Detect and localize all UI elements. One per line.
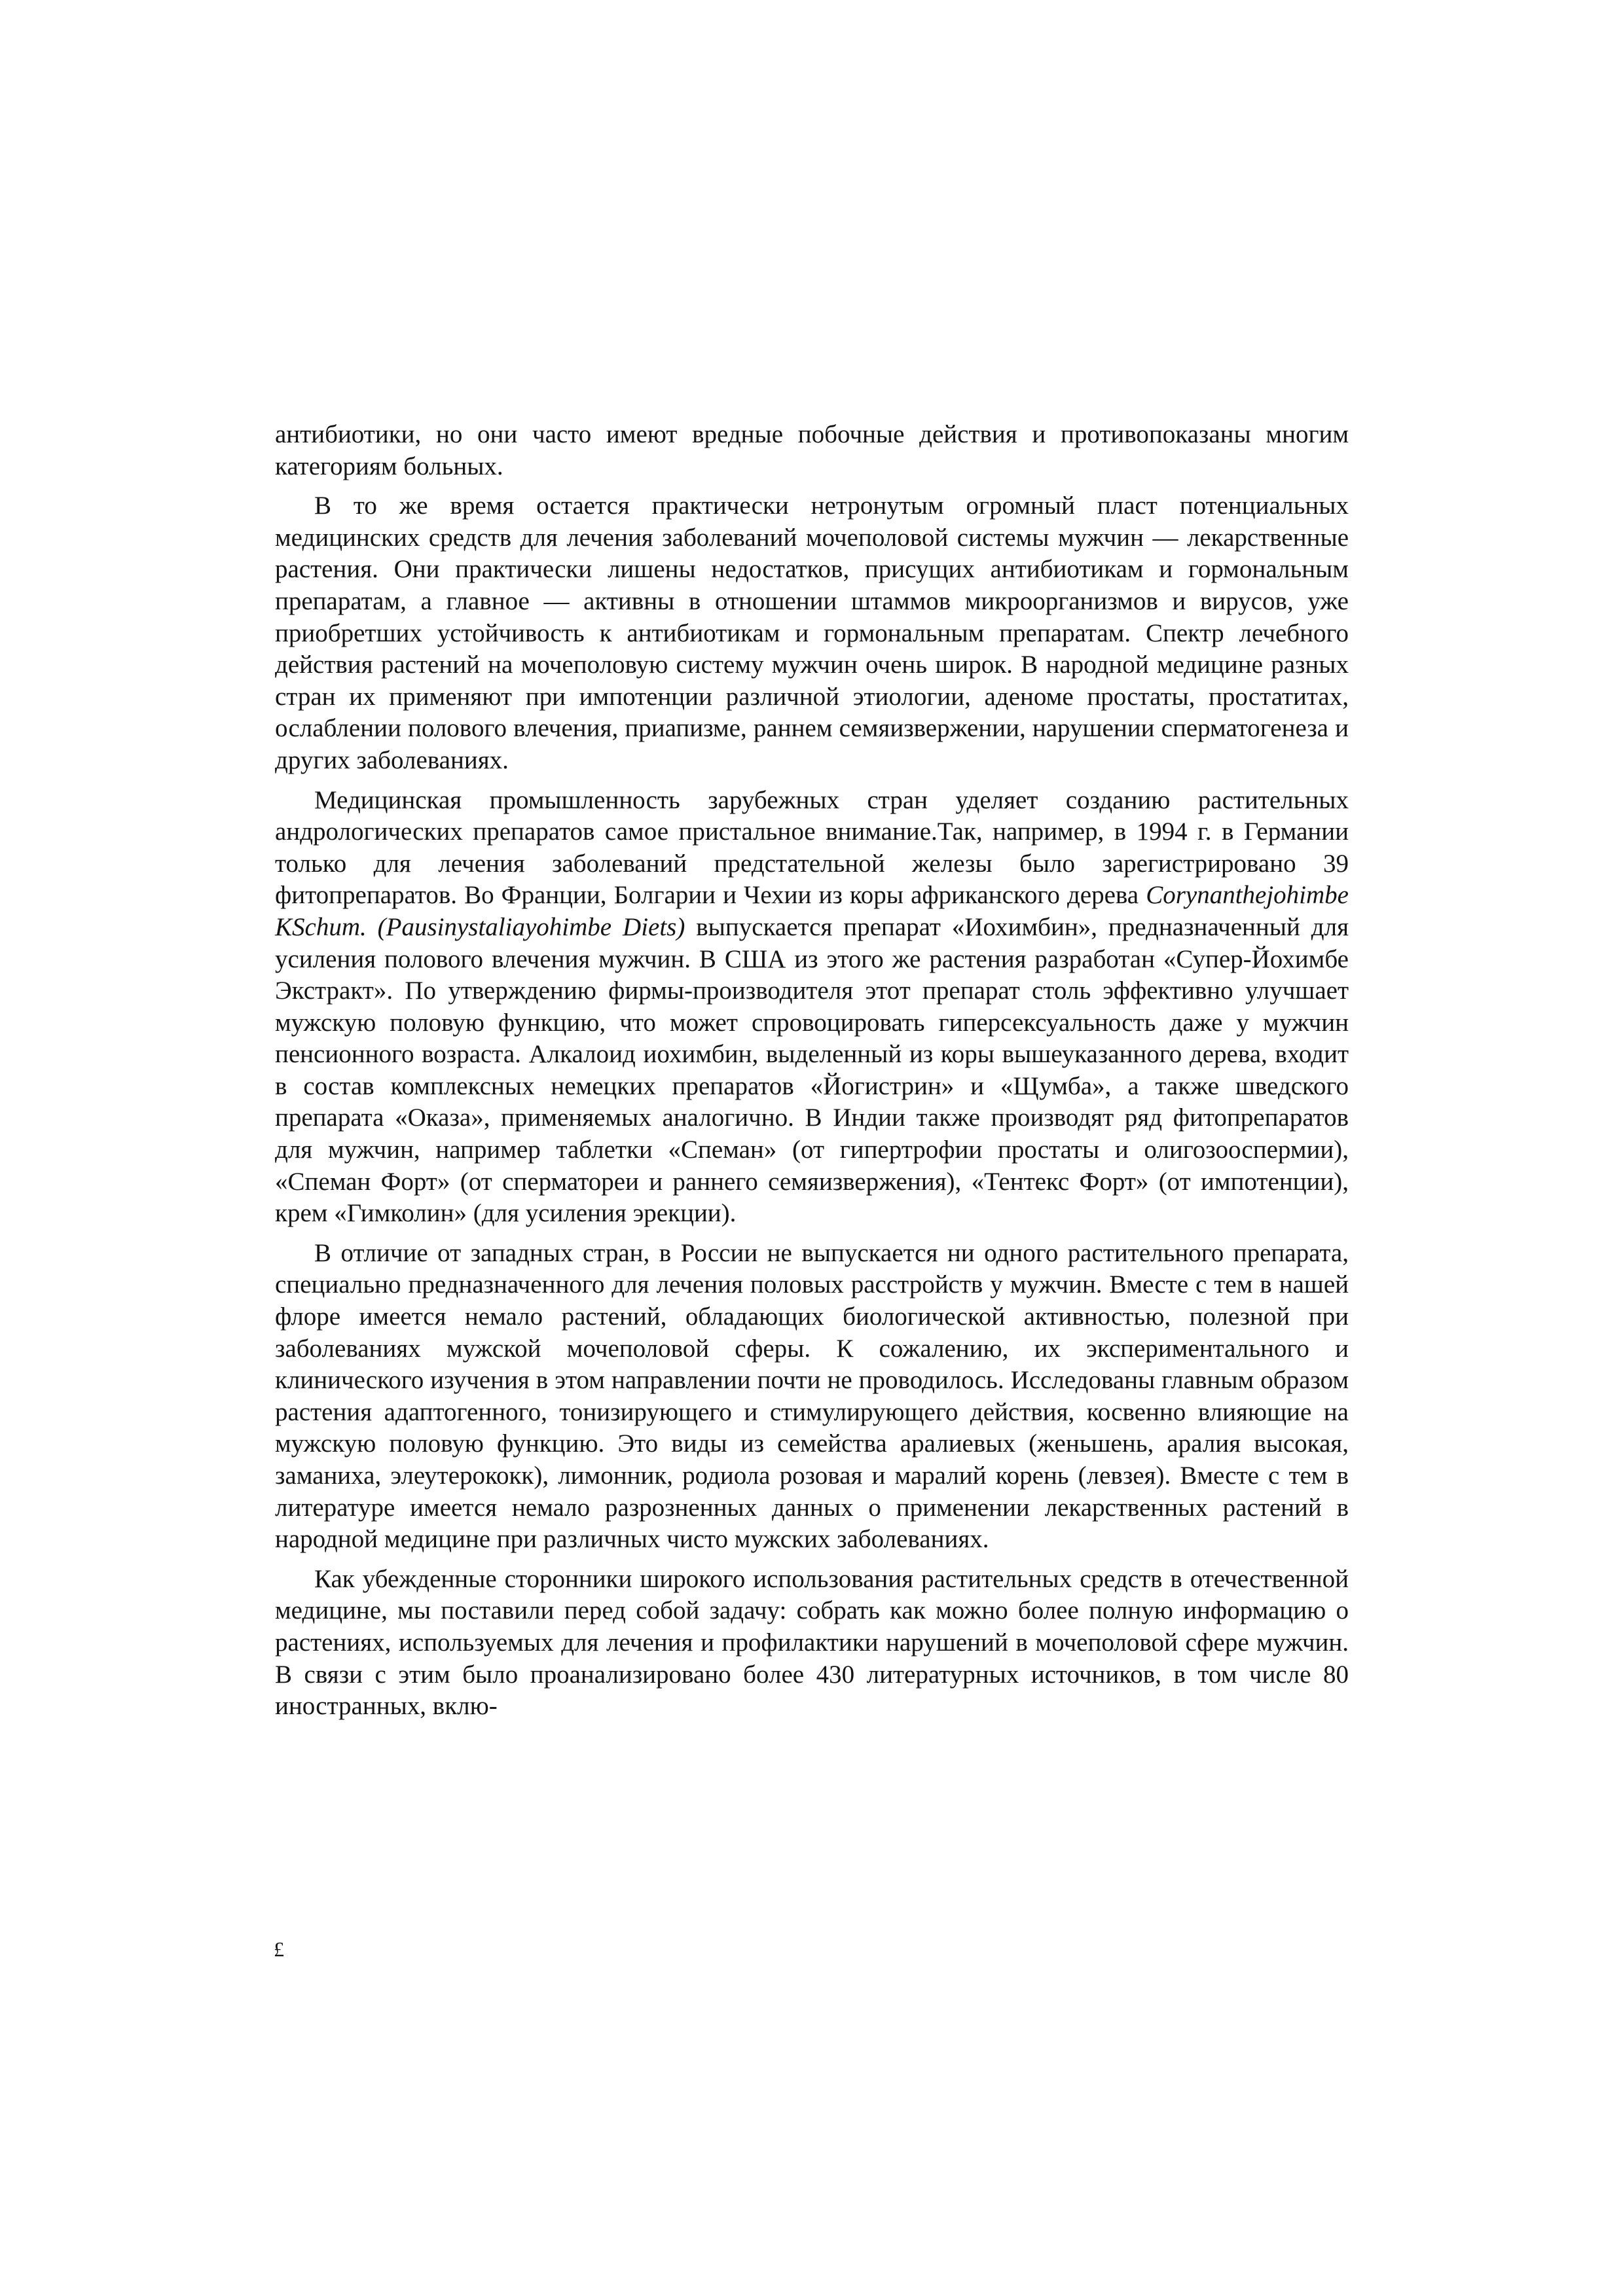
paragraph-1 bbox=[275, 419, 1349, 482]
paragraph-4 bbox=[275, 1238, 1349, 1556]
paragraph-4-text: В отличие от западных стран, в России не выпускается ни одного растительного препарата, специально предназначенного для лечения половых расстройств у мужчин. Вместе с тем в нашей флоре имеется немало растений, обладающих биологической активностью, полезной при заболеваниях мужской мочеполовой сферы. К сожалению, их экспериментального и клинического изучения в этом направлении почти не проводилось. Исследованы главным образом растения адаптогенного, тонизирующего и стимулирующего действия, косвенно влияющие на мужскую половую функцию. Это виды из семейства аралиевых (женьшень, аралия высокая, заманиха, элеутерококк), лимонник, родиола розовая и маралий корень (левзея). Вместе с тем в литературе имеется немало разрозненных данных о применении лекарственных растений в народной медицине при различных чисто мужских заболеваниях. bbox=[275, 1238, 1349, 1554]
body-text bbox=[275, 419, 1349, 1723]
paragraph-3-text-start: Медицинская промышленность зарубежных стран уделяет созданию растительных андрологических препаратов самое пристальное внимание.Так, например, в 1994 г. в Германии только для лечения заболеваний предстательной железы было зарегистрировано 39 фитопрепаратов. Во Франции, Болгарии и Чехии из коры африканского дерева bbox=[275, 785, 1349, 910]
paragraph-5-text: Как убежденные сторонники широкого использования растительных средств в отечественной медицине, мы поставили перед собой задачу: собрать как можно более полную информацию о растениях, используемых для лечения и профилактики нарушений в мочеполовой сфере мужчин. В связи с этим было проанализировано более 430 литературных источников, в том числе 80 иностранных, вклю- bbox=[275, 1564, 1349, 1721]
paragraph-1-text: антибиотики, но они часто имеют вредные побочные действия и противопоказаны многим категориям больных. bbox=[275, 420, 1349, 480]
paragraph-2-text: В то же время остается практически нетронутым огромный пласт потенциальных медицинских средств для лечения заболеваний мочеполовой системы мужчин — лекарственные растения. Они практически лишены недостатков, присущих антибиотикам и гормональным препаратам, а главное — активны в отношении штаммов микроорганизмов и вирусов, уже приобретших устойчивость к антибиотикам и гормональным препаратам. Спектр лечебного действия растений на мочеполовую систему мужчин очень широк. В народной медицине разных стран их применяют при импотенции различной этиологии, аденоме простаты, простатитах, ослаблении полового влечения, приапизме, раннем семяизвержении, нарушении сперматогенеза и других заболеваниях. bbox=[275, 492, 1349, 774]
botanical-name: Corynanthejohimbe KSchum. (Pausinystaliayohimbe Diets) bbox=[275, 881, 1349, 941]
page-number: £ bbox=[274, 1937, 284, 1961]
paragraph-3 bbox=[275, 785, 1349, 1230]
paragraph-5 bbox=[275, 1564, 1349, 1723]
paragraph-2 bbox=[275, 490, 1349, 776]
paragraph-3-text-end: выпускается препарат «Иохимбин», предназначенный для усиления полового влечения мужчин. В США из этого же растения разработан «Супер-Йохимбе Экстракт». По утверждению фирмы-производителя этот препарат столь эффективно улучшает мужскую половую функцию, что может спровоцировать гиперсексуальность даже у мужчин пенсионного возраста. Алкалоид иохимбин, выделенный из коры вышеуказанного дерева, входит в состав комплексных немецких препаратов «Йогистрин» и «Щумба», а также шведского препарата «Оказа», применяемых аналогично. В Индии также производят ряд фитопрепаратов для мужчин, например таблетки «Спеман» (от гипертрофии простаты и олигозооспермии), «Спеман Форт» (от сперматореи и раннего семяизвержения), «Тентекс Форт» (от импотенции), крем «Гимколин» (для усиления эрекции). bbox=[275, 912, 1349, 1228]
